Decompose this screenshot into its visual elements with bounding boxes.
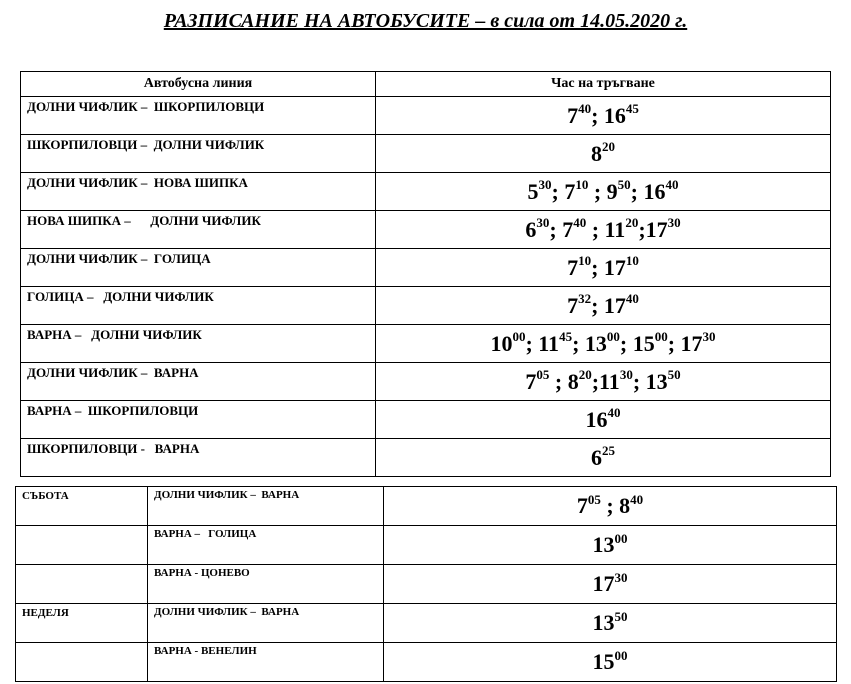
- time-minutes: 00: [606, 329, 620, 345]
- time-minutes: 30: [702, 329, 716, 345]
- day-name: СЪБОТА: [16, 487, 148, 526]
- weekend-row: [16, 565, 837, 604]
- schedule-row: [21, 363, 831, 401]
- departure-times: [376, 97, 831, 135]
- time-minutes: 20: [602, 139, 615, 155]
- weekend-row: [16, 487, 837, 526]
- time-minutes: 40: [665, 177, 679, 193]
- route-name: ШКОРПИЛОВЦИ - ВАРНА: [21, 439, 376, 477]
- departure-times: [376, 401, 831, 439]
- time-separator: ;: [619, 330, 633, 356]
- time-minutes: 40: [630, 491, 644, 507]
- time-hour: 6: [525, 216, 537, 242]
- time-hour: 17: [603, 292, 626, 318]
- time-hour: 17: [680, 330, 703, 356]
- time-separator: ;: [600, 493, 620, 518]
- time-minutes: 50: [614, 608, 628, 624]
- page-title: РАЗПИСАНИЕ НА АВТОБУСИТЕ – в сила от 14.05.2020 г.: [163, 10, 688, 32]
- route-name: ШКОРПИЛОВЦИ – ДОЛНИ ЧИФЛИК: [21, 135, 376, 173]
- time-minutes: 00: [512, 329, 526, 345]
- route-name: ВАРНА - ВЕНЕЛИН: [148, 643, 384, 682]
- schedule-row: [21, 211, 831, 249]
- time-hour: 7: [562, 216, 574, 242]
- time-minutes: 00: [614, 647, 628, 663]
- route-name: ДОЛНИ ЧИФЛИК – ВАРНА: [148, 487, 384, 526]
- route-name: НОВА ШИПКА – ДОЛНИ ЧИФЛИК: [21, 211, 376, 249]
- route-name: ВАРНА – ДОЛНИ ЧИФЛИК: [21, 325, 376, 363]
- time-hour: 8: [591, 140, 602, 166]
- time-minutes: 00: [654, 329, 668, 345]
- time-separator: ;: [632, 368, 646, 394]
- header-bus-line: Автобусна линия: [21, 72, 376, 97]
- time-hour: 11: [538, 330, 560, 356]
- time-hour: 7: [525, 368, 537, 394]
- weekend-row: [16, 643, 837, 682]
- schedule-row: [21, 249, 831, 287]
- time-separator: ;: [638, 216, 646, 242]
- route-name: ДОЛНИ ЧИФЛИК – ВАРНА: [148, 604, 384, 643]
- time-hour: 7: [567, 102, 579, 128]
- route-name: ВАРНА - ЦОНЕВО: [148, 565, 384, 604]
- departure-times: [376, 439, 831, 477]
- schedule-row: [21, 439, 831, 477]
- time-minutes: 45: [625, 101, 639, 117]
- time-separator: ;: [591, 368, 600, 394]
- time-separator: ;: [591, 102, 604, 128]
- time-minutes: 10: [575, 177, 589, 193]
- time-hour: 13: [584, 330, 607, 356]
- time-hour: 8: [619, 493, 631, 518]
- time-separator: ;: [667, 330, 681, 356]
- time-minutes: 30: [536, 215, 550, 231]
- time-separator: ;: [551, 178, 565, 204]
- time-minutes: 25: [602, 443, 615, 459]
- departure-times: [376, 363, 831, 401]
- time-minutes: 05: [536, 367, 550, 383]
- time-minutes: 50: [667, 367, 681, 383]
- time-hour: 8: [567, 368, 579, 394]
- time-separator: ;: [549, 368, 568, 394]
- departure-times: [376, 249, 831, 287]
- time-separator: ;: [549, 216, 563, 242]
- route-name: ДОЛНИ ЧИФЛИК – ШКОРПИЛОВЦИ: [21, 97, 376, 135]
- day-name: [16, 565, 148, 604]
- time-minutes: 45: [559, 329, 573, 345]
- route-name: ДОЛНИ ЧИФЛИК – ГОЛИЦА: [21, 249, 376, 287]
- time-minutes: 00: [614, 530, 628, 546]
- header-departure-time: Час на тръгване: [376, 72, 831, 97]
- time-hour: 15: [592, 649, 615, 674]
- departure-times: [384, 565, 837, 604]
- time-separator: ;: [586, 216, 605, 242]
- time-hour: 6: [591, 444, 602, 470]
- time-minutes: 05: [587, 491, 601, 507]
- time-separator: ;: [630, 178, 644, 204]
- departure-times: [384, 604, 837, 643]
- time-minutes: 40: [625, 291, 639, 307]
- schedule-row: [21, 97, 831, 135]
- time-hour: 13: [645, 368, 668, 394]
- time-minutes: 30: [614, 569, 628, 585]
- time-minutes: 20: [578, 367, 592, 383]
- schedule-row: [21, 173, 831, 211]
- time-minutes: 20: [625, 215, 639, 231]
- route-name: ДОЛНИ ЧИФЛИК – НОВА ШИПКА: [21, 173, 376, 211]
- time-hour: 16: [643, 178, 666, 204]
- time-minutes: 30: [667, 215, 681, 231]
- time-hour: 5: [527, 178, 539, 204]
- departure-times: [384, 526, 837, 565]
- time-hour: 7: [567, 292, 579, 318]
- time-hour: 11: [604, 216, 626, 242]
- time-minutes: 50: [617, 177, 631, 193]
- weekend-row: [16, 604, 837, 643]
- time-separator: ;: [525, 330, 539, 356]
- time-separator: ;: [588, 178, 607, 204]
- departure-times: [376, 211, 831, 249]
- departure-times: [376, 135, 831, 173]
- route-name: ДОЛНИ ЧИФЛИК – ВАРНА: [21, 363, 376, 401]
- time-minutes: 10: [625, 253, 639, 269]
- time-hour: 7: [567, 254, 579, 280]
- time-hour: 13: [592, 610, 615, 635]
- weekend-schedule-table: [15, 486, 837, 682]
- time-separator: ;: [591, 292, 604, 318]
- time-hour: 9: [606, 178, 618, 204]
- departure-times: [376, 287, 831, 325]
- time-hour: 17: [645, 216, 668, 242]
- time-minutes: 40: [607, 405, 621, 421]
- schedule-row: [21, 325, 831, 363]
- time-separator: ;: [591, 254, 604, 280]
- departure-times: [376, 173, 831, 211]
- schedule-row: [21, 287, 831, 325]
- departure-times: [376, 325, 831, 363]
- time-hour: 17: [592, 571, 615, 596]
- time-hour: 7: [576, 493, 588, 518]
- schedule-row: [21, 135, 831, 173]
- time-hour: 7: [564, 178, 576, 204]
- weekend-row: [16, 526, 837, 565]
- time-hour: 11: [599, 368, 620, 394]
- time-minutes: 30: [538, 177, 552, 193]
- route-name: ВАРНА – ГОЛИЦА: [148, 526, 384, 565]
- time-minutes: 30: [619, 367, 633, 383]
- time-hour: 15: [632, 330, 655, 356]
- time-separator: ;: [572, 330, 585, 356]
- time-minutes: 10: [578, 253, 592, 269]
- time-hour: 10: [490, 330, 513, 356]
- departure-times: [384, 487, 837, 526]
- departure-times: [384, 643, 837, 682]
- day-name: [16, 643, 148, 682]
- time-hour: 16: [603, 102, 626, 128]
- time-hour: 13: [592, 532, 615, 557]
- time-hour: 16: [585, 406, 608, 432]
- table-header-row: [21, 72, 831, 97]
- weekday-schedule-table: [20, 71, 831, 477]
- time-minutes: 40: [578, 101, 592, 117]
- route-name: ГОЛИЦА – ДОЛНИ ЧИФЛИК: [21, 287, 376, 325]
- time-minutes: 40: [573, 215, 587, 231]
- schedule-row: [21, 401, 831, 439]
- route-name: ВАРНА – ШКОРПИЛОВЦИ: [21, 401, 376, 439]
- time-hour: 17: [603, 254, 626, 280]
- day-name: [16, 526, 148, 565]
- time-minutes: 32: [578, 291, 592, 307]
- day-name: НЕДЕЛЯ: [16, 604, 148, 643]
